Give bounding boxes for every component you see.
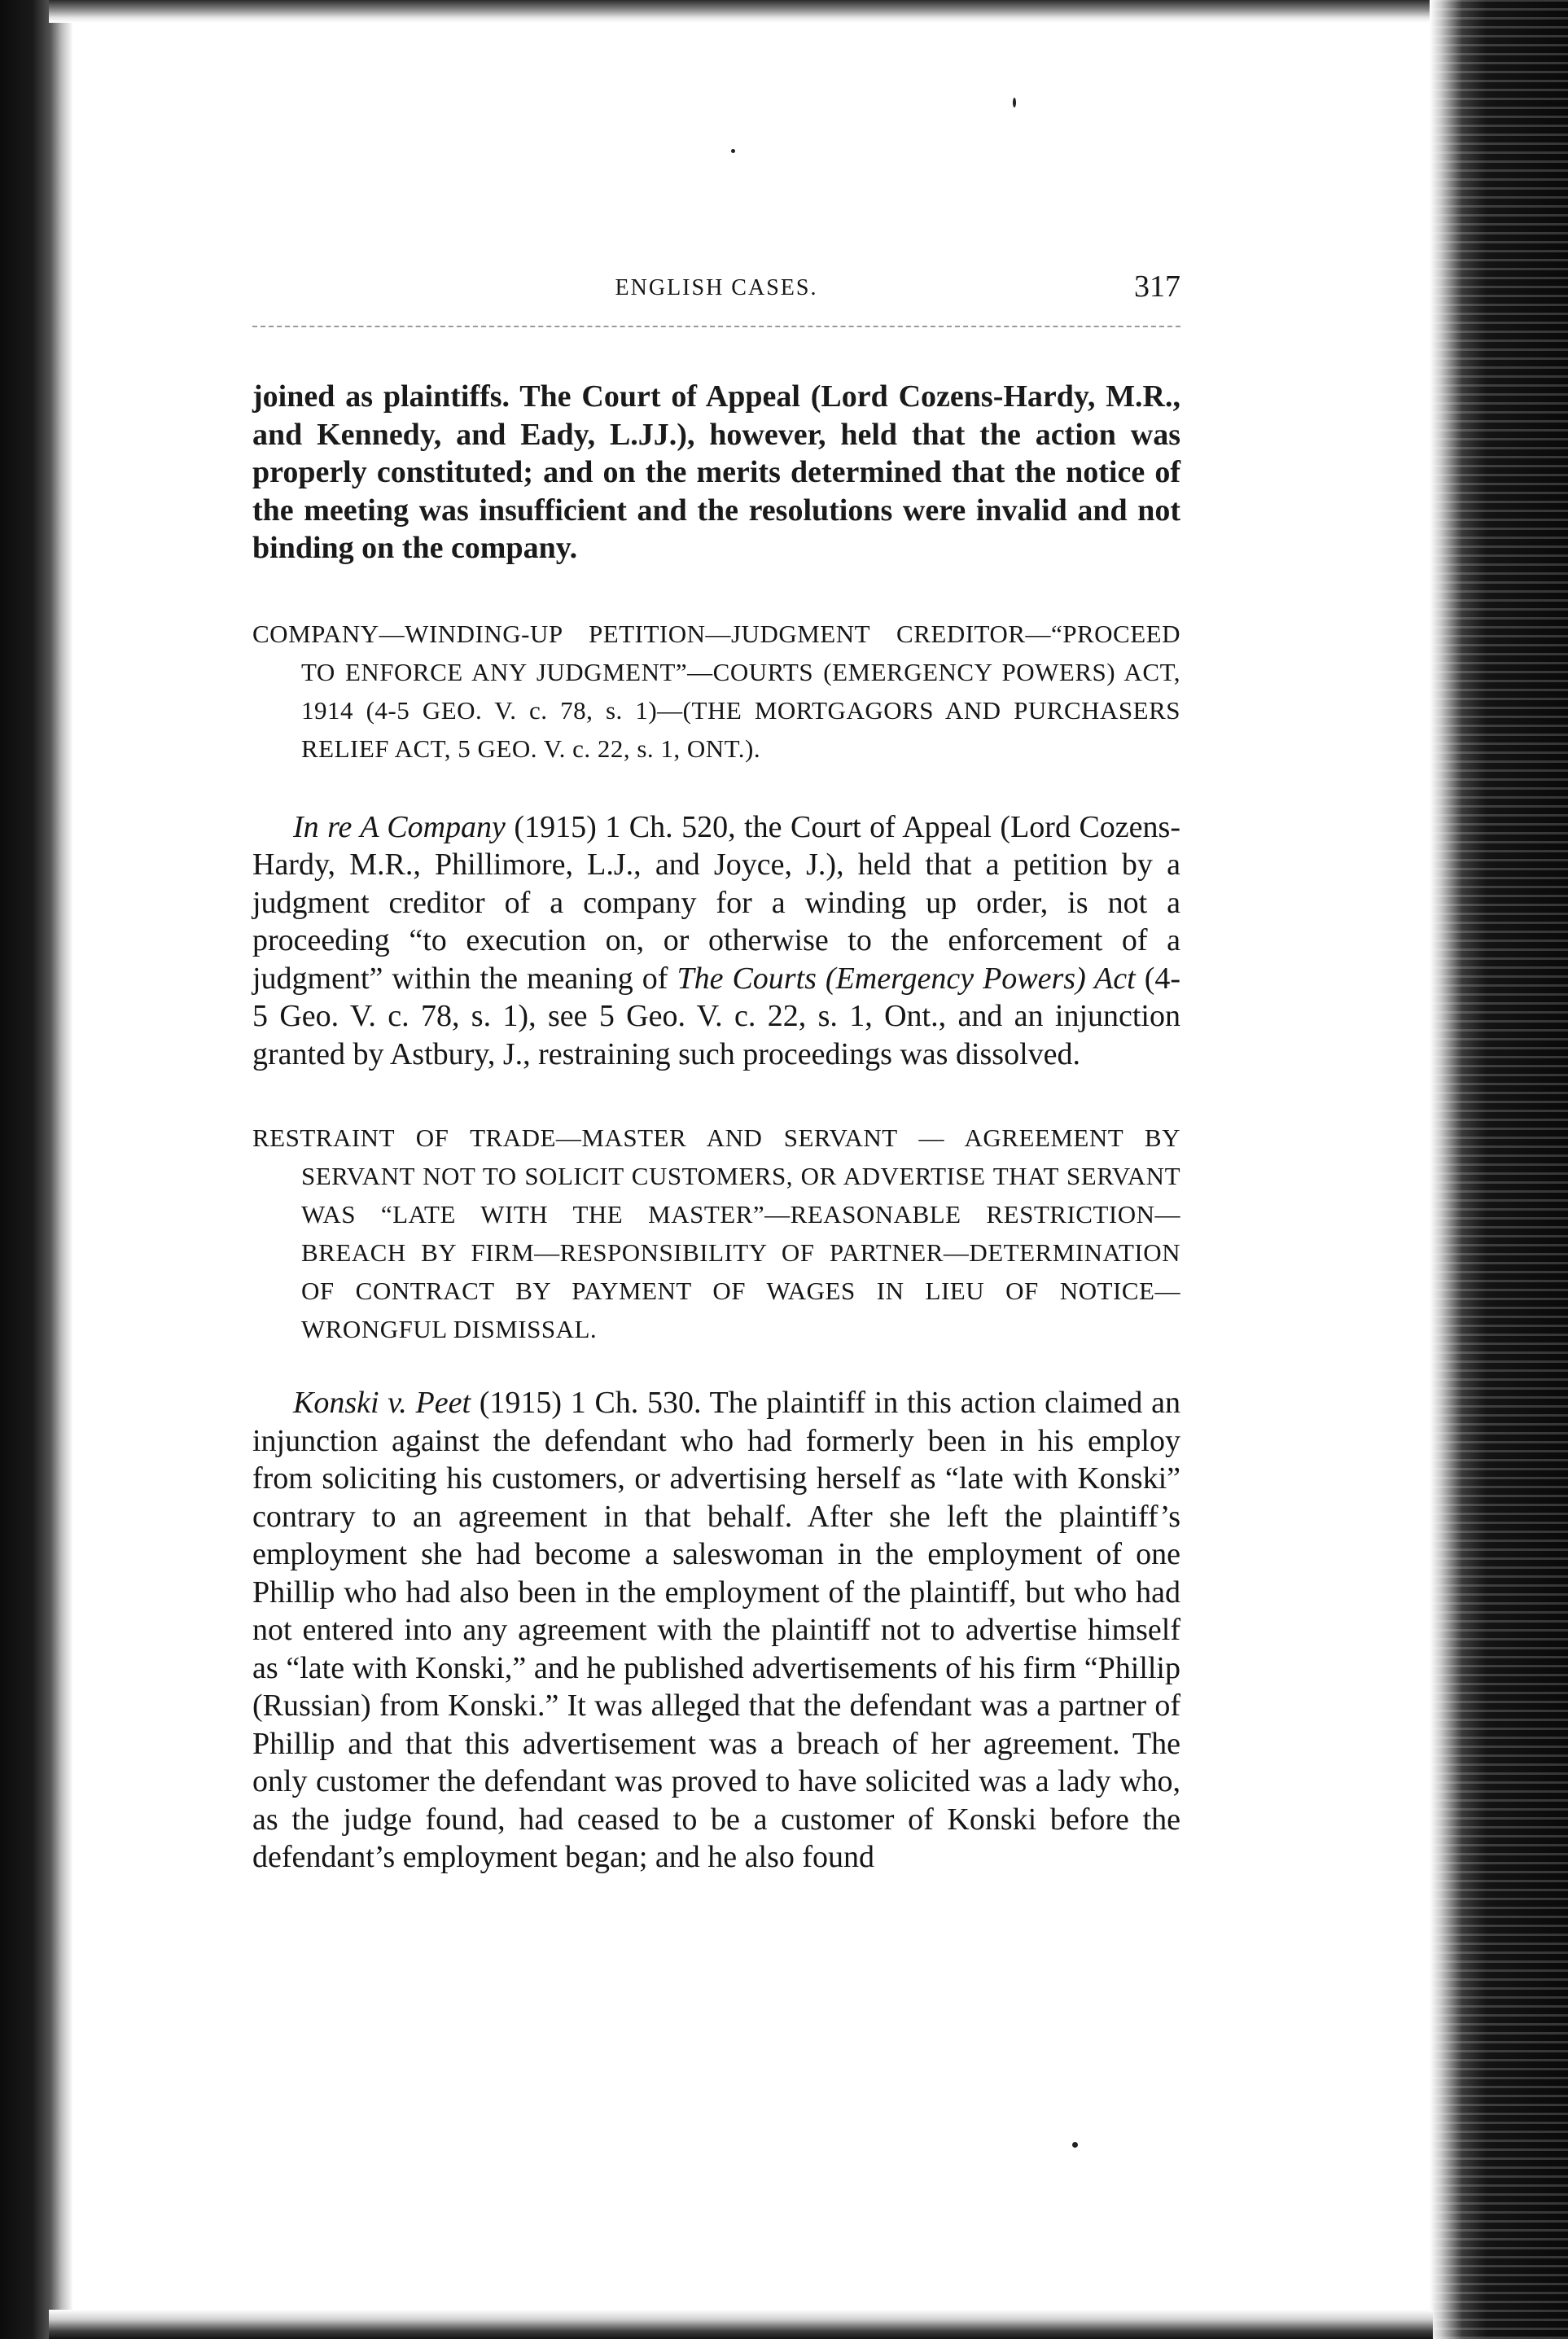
book-page — [252, 269, 1180, 1877]
running-head — [252, 269, 1180, 327]
case-text-continued: (4-5 Geo. V. c. 78, s. 1), see 5 Geo. V. c. 22, s. 1, Ont., and an injunction granted by Astbury, J., restraining such proceedings was dissolved. — [252, 961, 1180, 1071]
scan-left-edge — [0, 0, 73, 2339]
case-text: (1915) 1 Ch. 520, the Court of Appeal (Lord Cozens-Hardy, M.R., Phillimore, L.J., and Joyce, J.), held that a petition by a judgment creditor of a company for a winding up order, is not a proceeding “to execution on, or otherwise to the enforcement of a judgment” within the meaning of — [252, 809, 1180, 996]
case-paragraph-konski-v-peet — [252, 1384, 1180, 1877]
case-headnote-restraint-of-trade: RESTRAINT OF TRADE—MASTER AND SERVANT — AGREEMENT BY SERVANT NOT TO SOLICIT CUSTOMERS, OR ADVERTISE THAT SERVANT WAS “LATE WITH THE MASTER”—REASONABLE RESTRICTION—BREACH BY FIRM—RESPONSIBILITY OF PARTNER—DETERMINATION OF CONTRACT BY PAYMENT OF WAGES IN LIEU OF NOTICE—WRONGFUL DISMISSAL. — [252, 1124, 1180, 1343]
scan-speck — [1072, 2142, 1078, 2148]
statute-name: The Courts (Emergency Powers) Act — [677, 961, 1136, 996]
scan-speck — [1013, 98, 1016, 107]
case-name: Konski v. Peet — [293, 1386, 471, 1420]
scan-bottom-edge — [49, 2310, 1433, 2339]
scan-top-edge — [49, 0, 1433, 23]
case-name: In re A Company — [293, 809, 506, 844]
case-text: (1915) 1 Ch. 530. The plaintiff in this action claimed an injunction against the defendant who had formerly been in his employ from soliciting his customers, or advertising herself as “late with Konski” contrary to an agreement in that behalf. After she left the plaintiff’s employment she had become a saleswoman in the employment of one Phillip who had also been in the employment of the plaintiff, but who had not entered into any agreement with the plaintiff not to advertise himself as “late with Konski,” and he published advertisements of his firm “Phillip (Russian) from Konski.” It was alleged that the defendant was a partner of Phillip and that this advertisement was a breach of her agreement. The only customer the defendant was proved to have solicited was a lady who, as the judge found, had ceased to be a customer of Konski before the defendant’s employment began; and he also found — [252, 1386, 1181, 1874]
running-title: ENGLISH CASES. — [615, 275, 818, 300]
case-headnote-company: COMPANY—WINDING-UP PETITION—JUDGMENT CREDITOR—“PROCEED TO ENFORCE ANY JUDGMENT”—COURTS (EMERGENCY POWERS) ACT, 1914 (4-5 GEO. V. c. 78, s. 1)—(THE MORTGAGORS AND PURCHASERS RELIEF ACT, 5 GEO. V. c. 22, s. 1, ONT.). — [252, 619, 1180, 763]
continued-paragraph: joined as plaintiffs. The Court of Appeal (Lord Cozens-Hardy, M.R., and Kennedy, and Eady, L.JJ.), however, held that the action was properly constituted; and on the merits determined that the notice of the meeting was insufficient and the resolutions were invalid and not binding on the company. — [252, 379, 1180, 565]
case-paragraph-in-re-a-company — [252, 808, 1180, 1074]
scan-right-edge — [1430, 0, 1568, 2339]
page-number: 317 — [1134, 269, 1180, 304]
scan-speck — [731, 149, 735, 153]
